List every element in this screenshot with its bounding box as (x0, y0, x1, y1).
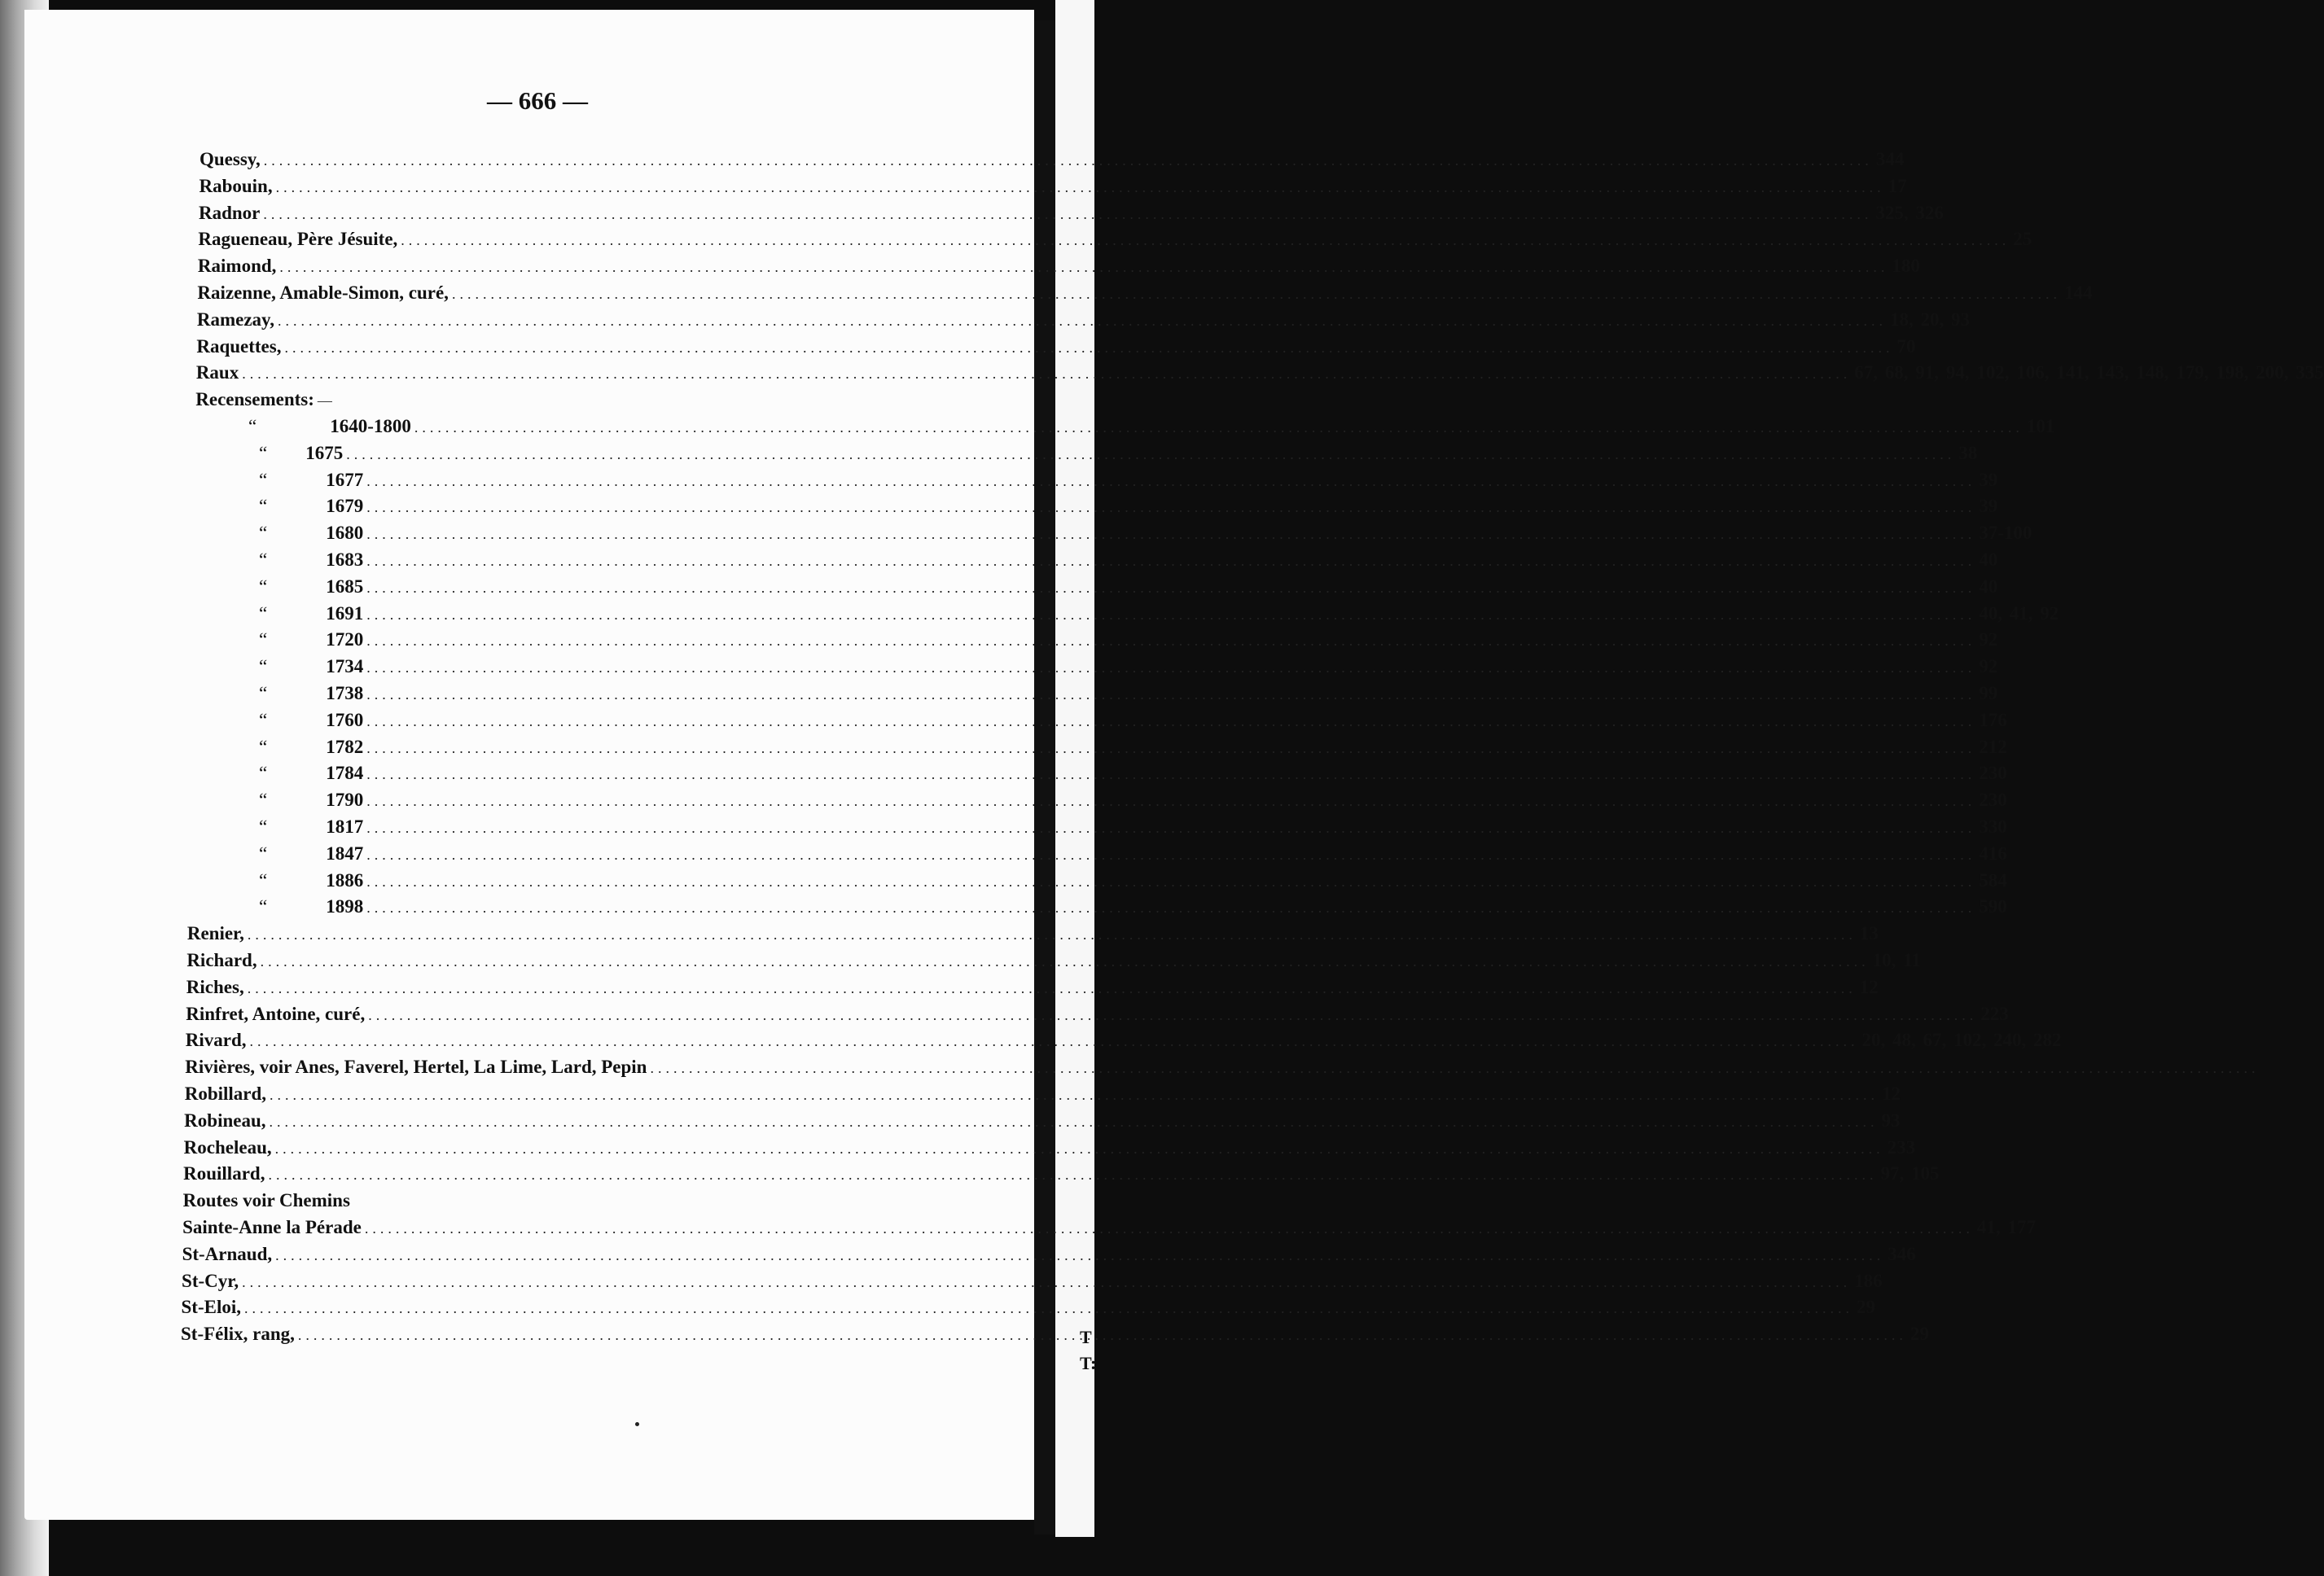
dot-leader (264, 147, 1873, 173)
index-entry (195, 387, 954, 413)
index-entry (186, 921, 1879, 947)
entry-pages: 17 (1888, 175, 1907, 196)
index-entry (196, 307, 1971, 333)
entry-name: 1691 (326, 602, 364, 624)
entry-name: 1886 (326, 869, 364, 891)
index-subentry (259, 814, 2007, 840)
entry-pages: 39 (1979, 496, 1998, 517)
ditto-mark: “ (248, 416, 257, 436)
dot-leader (298, 1322, 1907, 1348)
dot-leader (366, 521, 1975, 547)
entry-name: Rivard, (185, 1030, 247, 1051)
entry-pages: 20, 48, 67, 102, 240, 282 (1861, 1030, 2062, 1051)
entry-name: Rivières, voir Anes, Faverel, Hertel, La Lime, Lard, Pepin (185, 1057, 647, 1078)
ditto-mark: “ (259, 709, 268, 730)
entry-name: Raux (195, 362, 239, 383)
entry-name: 1685 (326, 576, 364, 597)
entry-pages: 37-100 (1979, 523, 2032, 544)
entry-pages: 10, 11 (1872, 950, 1921, 970)
dot-leader (242, 1269, 1851, 1295)
entry-name: 1898 (326, 896, 364, 917)
dot-leader (365, 1215, 1974, 1241)
entry-pages: 40, 41, 92 (1979, 602, 2059, 624)
entry-name: Raquettes, (196, 335, 282, 357)
index-subentry (259, 627, 1998, 653)
index-entry (186, 974, 1879, 1000)
entry-pages: 230 (1979, 790, 2007, 811)
dot-leader (366, 761, 1975, 787)
index-entry (198, 226, 2032, 252)
dot-leader (414, 414, 2024, 440)
index-subentry (259, 760, 2007, 786)
entry-name: 1784 (326, 763, 364, 784)
index-subentry (259, 493, 1998, 519)
dot-leader (366, 468, 1975, 494)
entry-pages: 25 (2013, 229, 2032, 250)
entry-name: Rocheleau, (183, 1136, 272, 1158)
entry-pages: 92 (1979, 656, 1998, 677)
entry-name: 1738 (326, 683, 364, 703)
entry-name: 1680 (326, 523, 364, 544)
index-entry (184, 1108, 1901, 1134)
index-subentry (259, 894, 2007, 920)
dot-leader (366, 895, 1975, 921)
entry-name: Radnor (198, 202, 261, 223)
dot-leader (275, 1136, 1884, 1162)
dot-leader (346, 441, 1955, 467)
dot-leader (244, 1295, 1853, 1321)
entry-pages: 101 (2026, 416, 2055, 436)
entry-name: 1677 (326, 469, 364, 490)
index-entry (197, 280, 2093, 306)
entry-name: Richard, (186, 950, 257, 970)
entry-name: Rabouin, (199, 175, 273, 196)
dot-leader (318, 387, 332, 414)
index-subentry (259, 440, 1978, 466)
entry-name: 1817 (326, 816, 364, 837)
index-entry (182, 1215, 2036, 1241)
entry-name: 1734 (326, 656, 364, 677)
index-entry (185, 1027, 2062, 1053)
dot-leader (284, 335, 1893, 361)
dot-leader (366, 842, 1975, 868)
index-subentry (259, 681, 1998, 707)
ditto-mark: “ (259, 763, 268, 784)
index-entry (182, 1268, 1883, 1294)
entry-name: Robillard, (184, 1084, 267, 1104)
dot-leader (401, 227, 2010, 253)
dot-leader (242, 361, 1851, 387)
index-subentry (259, 868, 2007, 894)
entry-name: 1720 (326, 629, 364, 650)
ditto-mark: “ (259, 656, 268, 677)
index-entry (183, 1135, 1916, 1161)
entry-pages: 41, 177 (1976, 1217, 2036, 1237)
dot-leader (366, 815, 1975, 841)
ditto-mark: “ (259, 576, 268, 597)
facing-page-letter: T (1080, 1327, 1092, 1347)
entry-pages: 29 (1857, 1297, 1875, 1318)
dot-leader (261, 948, 1870, 974)
entry-pages: 12 (1882, 1084, 1901, 1104)
dot-leader (368, 1002, 1977, 1028)
entry-pages: 12 (1859, 976, 1879, 997)
entry-pages: 416 (1979, 843, 2007, 864)
index-subentry (259, 787, 2007, 813)
dot-leader (452, 281, 2061, 307)
index-entry (181, 1294, 1875, 1320)
entry-name: 1640-1800 (330, 416, 411, 436)
entry-name: 1679 (326, 496, 364, 517)
entry-pages: 344 (1875, 149, 1905, 169)
dot-leader (279, 254, 1888, 280)
ditto-mark: “ (259, 442, 268, 463)
index-entry (196, 334, 1916, 360)
entry-name: St-Félix, rang, (181, 1324, 295, 1345)
index-subentry (259, 841, 2007, 867)
dot-leader (366, 628, 1975, 654)
dot-leader (250, 1028, 1859, 1054)
ditto-mark: “ (259, 549, 268, 570)
entry-pages: 99 (1979, 683, 1998, 703)
entry-name: Raizenne, Amable-Simon, curé, (197, 282, 449, 303)
ditto-mark: “ (259, 843, 268, 864)
entry-name: 1675 (305, 442, 344, 463)
entry-pages: 97, 105 (1880, 1163, 1940, 1184)
entry-pages: 223 (1980, 1003, 2009, 1024)
entry-name: Riches, (186, 976, 244, 997)
index-subentry (259, 654, 1998, 680)
entry-name: Rouillard, (183, 1163, 265, 1184)
index-subentry (259, 601, 2059, 627)
entry-name: Rinfret, Antoine, curé, (186, 1003, 366, 1024)
ditto-mark: “ (259, 602, 268, 624)
dot-leader (366, 735, 1975, 761)
ditto-mark: “ (259, 869, 268, 891)
entry-name: Renier, (186, 923, 244, 944)
index-entry (185, 1054, 855, 1080)
dot-leader (248, 922, 1857, 948)
index-subentry (259, 574, 1998, 600)
dot-leader (248, 975, 1857, 1001)
entry-name: 1847 (326, 843, 364, 864)
dot-leader (366, 869, 1975, 895)
entry-pages: 212 (1979, 736, 2007, 757)
entry-pages: 590 (1979, 896, 2007, 917)
entry-pages: 230 (1979, 763, 2007, 784)
entry-pages: 176 (1979, 709, 2007, 730)
index-entry (186, 1001, 2009, 1027)
dot-leader (366, 654, 1975, 681)
dot-leader (263, 201, 1872, 227)
entry-name: Ragueneau, Père Jésuite, (198, 229, 398, 250)
entry-name: Robineau, (184, 1110, 266, 1131)
entry-pages: 40 (1979, 576, 1998, 597)
ditto-mark: “ (259, 683, 268, 703)
index-subentry (259, 520, 2032, 546)
entry-pages: 584 (1979, 869, 2007, 891)
index-entry (197, 253, 1920, 279)
entry-pages: 330 (1979, 816, 2007, 837)
entry-name: Routes voir Chemins (182, 1190, 350, 1211)
entry-pages: 93 (1881, 1110, 1901, 1131)
entry-pages: 40 (1979, 549, 1998, 570)
index-entry (199, 173, 1907, 199)
index-subentry (259, 467, 1998, 493)
dot-leader (366, 681, 1975, 707)
entry-pages: 18, 20, 93 (1890, 309, 1971, 330)
index-entry (198, 200, 1944, 226)
index-entry (184, 1081, 1901, 1107)
entry-name: Quessy, (200, 149, 261, 169)
entry-pages: 92 (1979, 629, 1998, 650)
entry-pages: 70 (1896, 335, 1916, 357)
page-number: — 666 — (487, 86, 588, 115)
entry-name: Ramezay, (196, 309, 275, 330)
entry-pages: 39 (1979, 469, 1998, 490)
index-entry (200, 147, 1905, 173)
entry-pages: 346 (1888, 1243, 1916, 1264)
entry-pages: 13 (1859, 923, 1879, 944)
index-subentry (259, 734, 2007, 760)
entry-name: St-Arnaud, (182, 1243, 273, 1264)
entry-pages: 325, 326 (1875, 202, 1944, 223)
entry-name: 1782 (326, 736, 364, 757)
index-entry (181, 1321, 1929, 1347)
ditto-mark: “ (259, 496, 268, 517)
index-subentry (259, 547, 1998, 573)
index-entry (186, 948, 1921, 974)
ditto-mark: “ (259, 790, 268, 811)
entry-name: Recensements: (195, 389, 314, 410)
ditto-mark: “ (259, 896, 268, 917)
dot-leader (366, 575, 1975, 601)
entry-name: 1683 (326, 549, 364, 570)
entry-pages: 186 (1854, 1270, 1883, 1291)
entry-pages: 29 (1910, 1324, 1929, 1345)
index-entry (182, 1241, 1916, 1267)
ditto-mark: “ (259, 736, 268, 757)
dot-leader (270, 1082, 1879, 1108)
ditto-mark: “ (259, 523, 268, 544)
dot-leader (270, 1109, 1879, 1135)
index-entry (183, 1161, 1940, 1187)
entry-name: St-Eloi, (181, 1297, 241, 1318)
entry-name: Sainte-Anne la Pérade (182, 1217, 362, 1237)
entry-name: Raimond, (197, 256, 277, 277)
entry-pages: 38 (1958, 442, 1978, 463)
index-subentry (259, 707, 2007, 733)
ink-speck (635, 1422, 639, 1426)
entry-pages: 233 (1887, 1136, 1916, 1158)
index-entry (195, 360, 2324, 386)
facing-page-letter: T: (1080, 1353, 1097, 1373)
entry-pages: 144 (2063, 282, 2093, 303)
ditto-mark: “ (259, 816, 268, 837)
dot-leader (268, 1162, 1877, 1188)
dot-leader (366, 602, 1975, 628)
index-entry (183, 1188, 954, 1214)
entry-name: St-Cyr, (182, 1270, 239, 1291)
entry-name: 1760 (326, 709, 364, 730)
dot-leader (366, 548, 1975, 574)
index-subentry (248, 414, 2055, 440)
dot-leader (366, 494, 1975, 520)
dot-leader (650, 1055, 2259, 1081)
dot-leader (278, 308, 1887, 334)
ditto-mark: “ (259, 469, 268, 490)
ditto-mark: “ (259, 629, 268, 650)
entry-name: 1790 (326, 790, 364, 811)
dot-leader (366, 708, 1975, 734)
dot-leader (276, 174, 1885, 200)
dot-leader (366, 788, 1975, 814)
entry-pages: 180 (1892, 256, 1920, 277)
entry-pages: 67, 68, 91, 94, 102, 106, 141, 143, 148, 179, 198, 200, 335 (1854, 362, 2324, 383)
dot-leader (275, 1242, 1884, 1268)
